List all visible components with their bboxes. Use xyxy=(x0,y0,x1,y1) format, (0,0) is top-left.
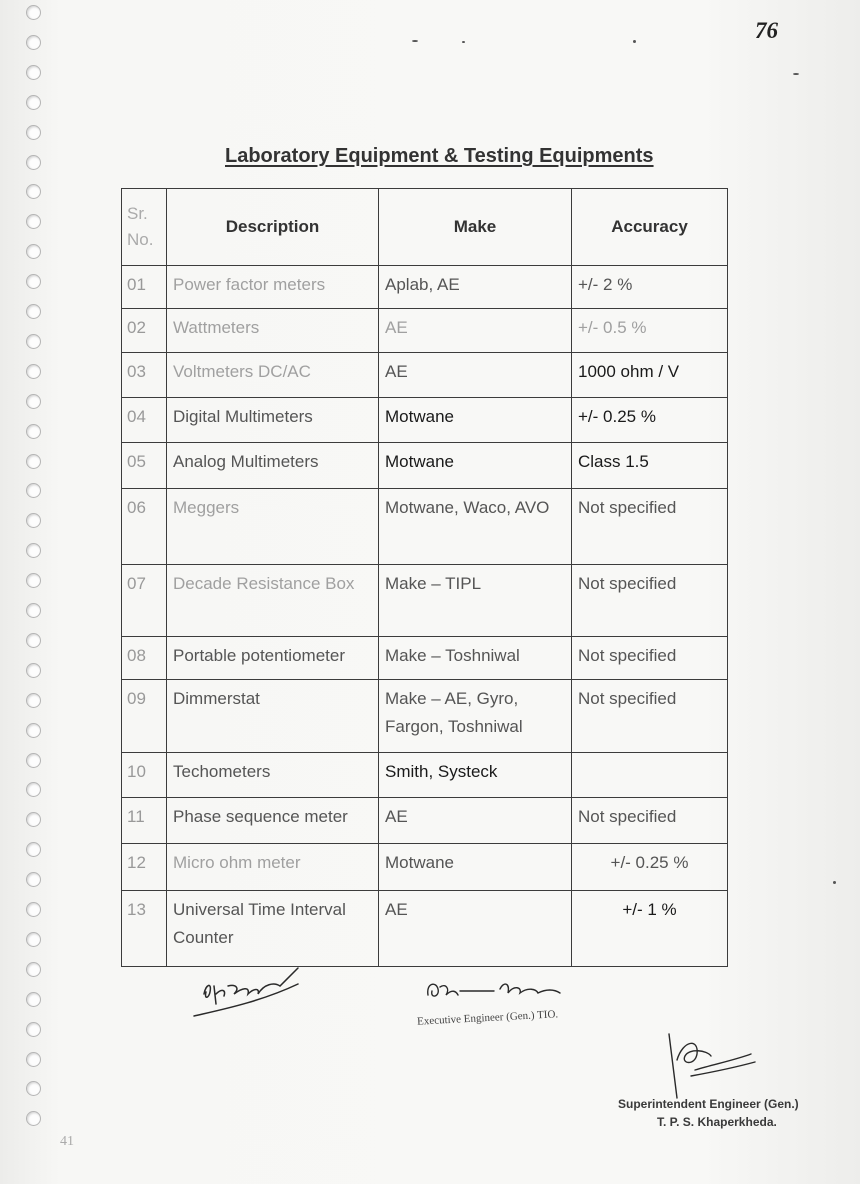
binder-hole xyxy=(26,1111,41,1126)
binder-hole xyxy=(26,962,41,977)
binder-hole xyxy=(26,424,41,439)
designation-superintendent-engineer: Superintendent Engineer (Gen.) xyxy=(618,1097,799,1111)
cell-accuracy: Not specified xyxy=(572,680,728,753)
cell-make: AE xyxy=(379,798,572,844)
binder-hole xyxy=(26,394,41,409)
cell-accuracy: +/- 0.5 % xyxy=(572,309,728,353)
binder-hole xyxy=(26,902,41,917)
cell-make: Make – TIPL xyxy=(379,565,572,637)
cell-description: Power factor meters xyxy=(167,266,379,309)
cell-description: Voltmeters DC/AC xyxy=(167,353,379,398)
cell-accuracy: Not specified xyxy=(572,489,728,565)
binder-hole xyxy=(26,274,41,289)
binder-hole xyxy=(26,992,41,1007)
binder-hole xyxy=(26,35,41,50)
cell-sr: 13 xyxy=(122,891,167,967)
cell-description: Techometers xyxy=(167,753,379,798)
cell-description: Micro ohm meter xyxy=(167,844,379,891)
cell-sr: 01 xyxy=(122,266,167,309)
cell-sr: 04 xyxy=(122,398,167,443)
table-row xyxy=(122,891,728,967)
cell-description: Portable potentiometer xyxy=(167,637,379,680)
cell-sr: 05 xyxy=(122,443,167,489)
binder-hole xyxy=(26,1081,41,1096)
cell-make: AE xyxy=(379,353,572,398)
margin-note: 41 xyxy=(60,1134,74,1149)
binder-hole xyxy=(26,633,41,648)
cell-sr: 06 xyxy=(122,489,167,565)
binder-hole xyxy=(26,753,41,768)
cell-accuracy: +/- 1 % xyxy=(572,891,728,967)
header-accuracy: Accuracy xyxy=(572,189,728,266)
table-row xyxy=(122,637,728,680)
binder-hole xyxy=(26,513,41,528)
cell-sr: 08 xyxy=(122,637,167,680)
scan-speck xyxy=(633,40,636,43)
cell-description: Digital Multimeters xyxy=(167,398,379,443)
table-row xyxy=(122,565,728,637)
binder-hole xyxy=(26,812,41,827)
cell-make: Smith, Systeck xyxy=(379,753,572,798)
cell-description: Decade Resistance Box xyxy=(167,565,379,637)
binder-hole xyxy=(26,244,41,259)
cell-sr: 10 xyxy=(122,753,167,798)
binder-hole xyxy=(26,782,41,797)
cell-sr: 07 xyxy=(122,565,167,637)
cell-make: AE xyxy=(379,891,572,967)
table-row xyxy=(122,489,728,565)
cell-sr: 09 xyxy=(122,680,167,753)
table-row xyxy=(122,753,728,798)
binder-hole xyxy=(26,483,41,498)
cell-make: Motwane, Waco, AVO xyxy=(379,489,572,565)
cell-description: Analog Multimeters xyxy=(167,443,379,489)
signature-left xyxy=(190,964,305,1020)
cell-make: Aplab, AE xyxy=(379,266,572,309)
binder-hole xyxy=(26,663,41,678)
binder-hole xyxy=(26,304,41,319)
header-description: Description xyxy=(167,189,379,266)
binder-hole xyxy=(26,364,41,379)
cell-accuracy xyxy=(572,753,728,798)
scan-speck xyxy=(793,73,799,75)
cell-make: Make – Toshniwal xyxy=(379,637,572,680)
table-row xyxy=(122,398,728,443)
binder-hole xyxy=(26,723,41,738)
table-row xyxy=(122,266,728,309)
cell-accuracy: +/- 0.25 % xyxy=(572,844,728,891)
scan-speck xyxy=(462,41,465,43)
table-row xyxy=(122,798,728,844)
binder-holes xyxy=(26,0,42,1184)
binder-hole xyxy=(26,5,41,20)
table-row xyxy=(122,680,728,753)
designation-location: T. P. S. Khaperkheda. xyxy=(657,1115,777,1129)
cell-sr: 11 xyxy=(122,798,167,844)
binder-hole xyxy=(26,932,41,947)
cell-make: Motwane xyxy=(379,398,572,443)
cell-description: Universal Time Interval Counter xyxy=(167,891,379,967)
cell-accuracy: +/- 2 % xyxy=(572,266,728,309)
cell-accuracy: 1000 ohm / V xyxy=(572,353,728,398)
cell-accuracy: Not specified xyxy=(572,565,728,637)
cell-make: Make – AE, Gyro, Fargon, Toshniwal xyxy=(379,680,572,753)
cell-sr: 03 xyxy=(122,353,167,398)
cell-description: Meggers xyxy=(167,489,379,565)
binder-hole xyxy=(26,693,41,708)
binder-hole xyxy=(26,573,41,588)
binder-hole xyxy=(26,454,41,469)
cell-make: AE xyxy=(379,309,572,353)
binder-hole xyxy=(26,155,41,170)
signature-right xyxy=(655,1030,760,1102)
binder-hole xyxy=(26,65,41,80)
header-sr-no: Sr. No. xyxy=(122,189,167,266)
cell-sr: 12 xyxy=(122,844,167,891)
page-number: 76 xyxy=(755,18,778,43)
binder-hole xyxy=(26,1052,41,1067)
table-row xyxy=(122,443,728,489)
header-make: Make xyxy=(379,189,572,266)
binder-hole xyxy=(26,334,41,349)
cell-description: Phase sequence meter xyxy=(167,798,379,844)
table-row xyxy=(122,844,728,891)
binder-hole xyxy=(26,184,41,199)
binder-hole xyxy=(26,95,41,110)
designation-executive-engineer: Executive Engineer (Gen.) TIO. xyxy=(416,1008,559,1028)
signature-center xyxy=(420,975,570,1005)
binder-hole xyxy=(26,842,41,857)
binder-hole xyxy=(26,214,41,229)
cell-make: Motwane xyxy=(379,443,572,489)
cell-accuracy: Not specified xyxy=(572,637,728,680)
binder-hole xyxy=(26,1022,41,1037)
scan-speck xyxy=(833,881,836,884)
cell-description: Dimmerstat xyxy=(167,680,379,753)
table-header-row xyxy=(122,189,728,266)
cell-make: Motwane xyxy=(379,844,572,891)
page-title: Laboratory Equipment & Testing Equipments xyxy=(225,145,654,167)
table-row xyxy=(122,353,728,398)
binder-hole xyxy=(26,603,41,618)
binder-hole xyxy=(26,125,41,140)
equipment-table xyxy=(121,188,728,967)
scan-speck xyxy=(412,40,418,42)
cell-accuracy: Class 1.5 xyxy=(572,443,728,489)
cell-description: Wattmeters xyxy=(167,309,379,353)
cell-accuracy: +/- 0.25 % xyxy=(572,398,728,443)
cell-accuracy: Not specified xyxy=(572,798,728,844)
binder-hole xyxy=(26,872,41,887)
binder-hole xyxy=(26,543,41,558)
table-row xyxy=(122,309,728,353)
cell-sr: 02 xyxy=(122,309,167,353)
